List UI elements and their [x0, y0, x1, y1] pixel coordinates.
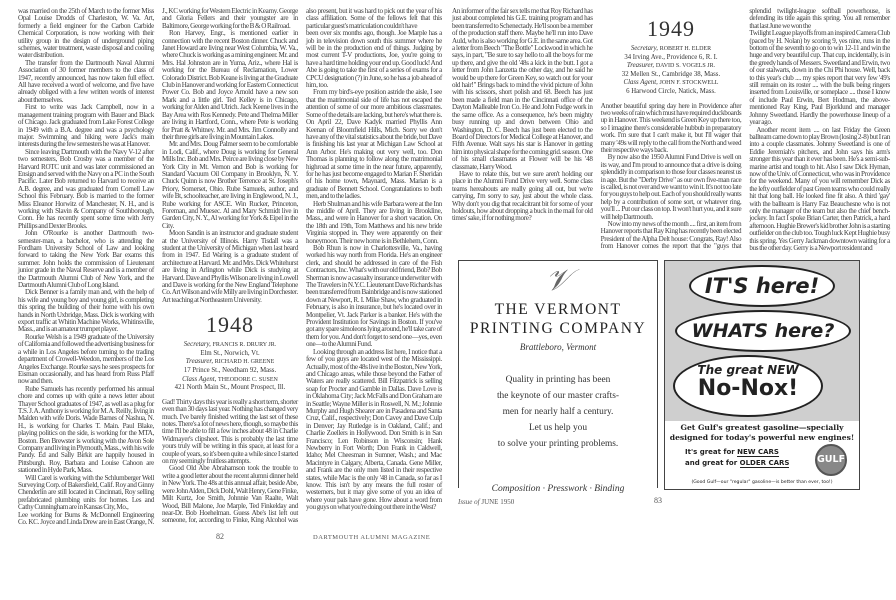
cars-prefix: It's great for: [685, 448, 735, 457]
agent-title: Class Agent,: [623, 79, 658, 87]
paragraph: Now into my news of the month .... first, an item from Hanover reports that Ray King has recently been elected President of the Alpha Delt house: Congrats, Ray! Also from Hanover comes the report that the "guys that splendid twilight-league softball powerhouse, is defending its title again this spring. You all remember that last June we won the: [600, 7, 890, 251]
right-footer: [452, 496, 890, 510]
secretary-name: FRANCIS R. DRURY JR.: [212, 342, 277, 349]
ad-copy-line: Quality in printing has been: [505, 375, 611, 386]
ad-copy-line: men for nearly half a century.: [502, 407, 614, 418]
paragraph: By now also the 1950 Alumni Fund Drive is well on its way, and I'm proud to announce that a drive is doing splendidly in comparison to those four classes nearest us in age. But the "Derby Drive" as our own five-man race is called, is not over and we want to win it. It's not too late for you guys to help out. Each of you should really wants help by a contribution of some sort, or whatever ring, you'll ... Put our class on top. It won't hurt you, and it sure will help Dartmouth.: [600, 153, 742, 221]
paragraph: From my bird's-eye position astride the aisle, I see that the matrimonial side of life has not escaped the attention of some of our more ambitious classmates. Some of the details are lacking, but here's what there is. On April 22, Dave Kadyk married Phyllis Ann Keenan of Bloomfield Hills, Mich. Sorry we don't have any of the vital statistics about the bride, but Dave is finishing his last year at Michigan Law School at Ann Arbor. He's making out very well, too. Don Thomas is planning to follow along the matrimonial highroad at some time in the near future, apparently, for he has just become engaged to Marian F. Sheridan of his home town, Maynard, Mass. Marian is a graduate of Bennett School. Congratulations to both men, and to the ladies.: [306, 88, 442, 201]
issue-prefix: Issue of: [458, 498, 480, 507]
treasurer-name: RICHARD H. GREENE: [214, 359, 275, 366]
new-cars: NEW CARS: [737, 448, 779, 457]
ad-copy-line: the keynote of our master crafts-: [496, 391, 620, 402]
headline-big: No-Nox!: [697, 376, 799, 402]
gulf-logo: GULF: [815, 444, 847, 476]
paragraph: Another recent item .... on last Friday the Green ballteam came down to play Brown (losing 2-8) but I ran into a couple classmates. Johnny Sweetland is one of Eddie Jeremiah's pitchers, and John says his arm's stronger this year than it ever has been. He's a semi-sub-marine artist and tough to hit. Also I saw Dick Hyman, now of the Univ. of Connecticut, who was in Providence for the weekend. Many of you will remember Dick as the lefty outfielder of past Green teams who could really hit that long ball. He looked fine fit also. A third 'gay' with the ballteam is Harry Faz Beauchesne who is not only the manager of the team but also the chief bench-jockey. In fact I spoke Brian Carter, then Patrick, a hard afternoon. Hughie Brewer's kid brother John is a starting outfielder on the club too. Tough luck Kept Hughie busy this spring. Yes Gerry Jackman downtown waiting for a bus the other day. Gerry is a Newport resident and: [749, 125, 890, 252]
treasurer-title: Treasurer,: [185, 358, 214, 366]
paragraph: Rube Samuels has recently performed his annual chore and comes up with quite a news letter about Thayer School graduates of 1947, as well as a plug for T.S. J. A. Anthony is working for M. A. Reilly, living in Malden with wife Doris. Wade Barnes of Nashua, N. H., is working for Charles T. Main. Paul Blake, playing politics on the side, is working for the MTA, Boston. Ben Brewster is working with the Avon Sole Company and living in Plymouth, Mass., with his wife Pandy. Ed and Sally Birkit are happily housed in Pittsburgh. Roy, Barbara and Louise Cahoon are stationed in Hyde Park, Mass.: [18, 384, 154, 475]
paragraph: Gad! Thirty days this year is really a short term, shorter even than 30 days last year. Nothing has changed very much. I've barely finished writing the last set of these notes. There's a lot of news here, though, so maybe this time I'll be able to fill a few inches about 48 in Charlie Widmayer's clipsheet. This is probably the last time yours truly will be writing in this space, at least for a couple of years, so it's been quite a while since I started on my seemingly fruitless attempts.: [162, 397, 298, 466]
company-city: Brattleboro, Vermont: [519, 342, 597, 353]
ad-copy: [459, 372, 657, 452]
body-line: designed for today's powerful new engines!: [669, 433, 855, 443]
ad-copy-line: Let us help you: [528, 423, 588, 434]
right-page-text: [452, 8, 890, 252]
secretary-name: ROBERT H. ELDER: [659, 46, 712, 52]
speech-bubble: [673, 355, 823, 417]
paragraph: Looking through an address list here, I notice that a few of you guys are located west of the Mississippi. Actually, most of the 48s live in the Boston, New York, and Chicago areas, while those beyond the Father of Waters are really scattered. Bill Fitzpatrick is selling soap for Procter and Gamble in Dallas. Dave Love is in Oklahoma City; Jack McFalls and Don Graham are in Seattle; Wayne Miller is in Roswell, N. M.; Johnnie Murphy and Hugh Shearer are in Pasadena and Santa Cruz, Calif., respectively; Don Cavey and Dave Culp in Denver; Jay Rutledge is in Oakland, Calif.; and Charlie Zoellers in Hollywood. Don Smith is in San Francisco; Len Robinson in Wisconsin; Hank Newberry in Fort Worth; Don Frank in Caldwell, Idaho; Mel Cheesman in Sumner, Wash.; and Mac Macintyre in Calgary, Alberta, Canada. Gene Miller, and Frank are the only men listed in their respective states, while Mac is the only '48 in Canada, so far as I know. This isn't by any means the full roster of westerners, but it may give some of you an idea of where your pals have gone. How about a word from you guys on what you're doing out there in the West?: [306, 347, 442, 512]
paragraph: Dick Benner is a family man and, with the help of his wife and young boy and young girl, is completing this spring the building of their home with his own hands in North Uxbridge, Mass. Dick is working with export traffic at Whitin Machine Works, Whitinsville, Mass., and is an amateur trumpet player.: [18, 288, 154, 334]
company-name: THE VERMONT PRINTING COMPANY: [469, 301, 647, 338]
paragraph: Another beautiful spring day here in Providence after two weeks of rain which must have required duckboards up in Hanover. This weekend is Green Key up there too, so I imagine there's considerable hubbub in preparatory work. I'm sure that I can't make it, but I'll wager that many '49s will reply to the call from the North and weed their respective ways back.: [600, 101, 742, 154]
paragraph: Will Carel is working with the Schlumberger Well Surveying Corp. of Bakersfield, Calif. Roy and Ginny Chenderlin are still located in Cincinnati, Roy selling prefabricated plumbing units for homes. Les and Cathy Cunningham are in Kansas City, Mo.,: [18, 473, 154, 512]
ad-copy-line: to solve your printing problems.: [497, 439, 619, 450]
headline-small: The great NEW: [697, 363, 799, 378]
paragraph: Twilight League playoffs from an inspired Camera Club (paced by H. Nolan) by scoring 9, yes nine, runs in the bottom of the seventh to go on to win 12-11 and win the huge and very beautiful cup. That cup, incidentally, is in the greedy hands of Messers. Sweetland and Erwin, two of our stalwarts, down in the Chi Phi house. Well, back to this year's club .... my spies report that very few '49's still remain on its roster .... with the bulk being ringers inserted from Louisville, or someplace .... those I know of include Paul Erwin, Bert Hodman, the above-mentioned Ray King, Paul Bjorklund and manager Johnny Sweetland. Hardly the powerhouse lineup of a year ago.: [749, 29, 890, 127]
agent-title: Class Agent,: [182, 375, 217, 383]
paragraph: Bob Rhun is now in Charlottesville, Va., having worked his way north from Florida. He's an engineer clerk, and should be addressed in care of the Fish Contractors, Inc. What's with our old friend, Bob? Bob Sherman is now a casualty insurance underwriter with The Travelers in N.Y.C. Lieutenant Dave Richards has been transferred from Bainbridge and is now stationed down at Newport, R. I. Mike Shaw, who graduated in February, is also in insurance, but he's located over in Montpelier, Vt. Jack Parker is a banker. He's with the Provident Institution for Savings in Boston. If you've got any spare simoleons lying around, he'll take care of them for you. And don't forget to send one—yes, even one—to the Alumni Fund.: [306, 244, 442, 349]
paragraph: Ron Harvey, Engr., is mentioned earlier in connection with the recent Boston dinner. Chuck and Janet Howard are living near West Columbia, W. Va., where Chuck is working as a mining engineer. Mr. and Mrs. Hal Johnston are in Yuma, Ariz., where Hal is working for the Bureau of Reclamation, Lower Colorado District. Bob Keane is living at the Graduate Club in Hanover and working for Eastern Connecticut Power Co. Bob and Joyce Arnold have a new son Mark and a little girl. Ted Kelley is in Chicago, working for Alden and Ulrich. Jack Keene lives in the Bay Area with Ros Kennedy. Pete and Thelma Miller are living in Hartford, Conn., where Pete is working for Pratt & Whitney. Mr. and Mrs. Jim Connolly and their three girls are living in Mountain Lakes.: [162, 29, 298, 141]
ad-footer: [457, 484, 659, 494]
paragraph: Lee working for Burns & McDonnell Engineering Co. KC. Joyce and Linda Drew are in East Orange, N. J., KC working for Western Electric in Kearny. George and Gloria Fellers and their youngster are in Baltimore, George working for the B & O Railroad.: [18, 7, 298, 527]
ad-note: (Good Gulf—our "regular" gasoline—is better than ever, too!): [691, 480, 833, 486]
class-1949-header: [601, 8, 742, 103]
page-number-left: 82: [216, 532, 224, 542]
column-4: [452, 8, 593, 223]
secretary-title: Secretary,: [183, 341, 211, 349]
ads-row: [458, 260, 890, 495]
left-page-text: [18, 8, 442, 526]
paragraph: Rourke Welsh is a 1949 graduate of the University of California and followed the advertising business for a while in Los Angeles before turning to the trading department of Crowell-Weedon, members of the Los Angeles Exchange. Rourke says he sees prospects for Eisman occasionally, and has heard from Russ Pfaff now and then.: [18, 332, 154, 386]
treasurer-name: DAVID S. VOGELS JR.: [655, 63, 716, 70]
page-number-right: 83: [654, 496, 662, 506]
agent-address: 6 Harwood Circle, Natick, Mass.: [626, 87, 716, 95]
vermont-printing-ad: [458, 260, 658, 495]
column-1: [18, 8, 154, 512]
paragraph: The transfer from the Dartmouth Naval Alumni Association of 30 former members to the class of 1947, recently announced, has now taken full effect. All have received a word of welcome, and five have already obliged with a few written words of interest about themselves.: [18, 58, 154, 104]
paragraph: Good Old Abe Abrahamson took the trouble to write a good letter about the recent alumni dinner held in New York. The 48s at this annual affair, beside Abe, were John Alden, Dick Dohl, Walt Henry, Gene Finke, Milt Kurtz, Joe Smith, Johnnie Van Raalte, Walt Wood, Bill Malone, Joe Marple, Ted Finkelday and near-Dr. Bob Hoehelman. Guess Abe's list left out someone, for, according to Finke, King Alcohol was also present, but it was hard to pick out the year of his class affiliation. Some of the fellows felt that this particular guest's matriculation couldn't have: [162, 7, 442, 525]
agent-name: JOHN F. STOCKWELL: [659, 80, 719, 87]
running-head: DARTMOUTH ALUMNI MAGAZINE: [313, 534, 431, 542]
class-year: 1948: [206, 312, 254, 338]
paragraph: Since leaving Dartmouth with the Navy V-12 after two semesters, Bob Crosby was a member of the Harvard ROTC unit and was later commissioned an Ensign and served with the Navy on a PC in the South Pacific. Later Bob returned to Harvard to receive an A.B. degree, and was graduated from Cornell Law School this February. Bob is married to the former Miss Eleanor Horwitz of Manchester, N. H., and is working with Slavin & Company of Southborough, Conn. He has recently spent some time with Jerry Phillips and Dexter Brooks.: [18, 147, 154, 230]
body-line: Get Gulf's greatest gasoline—specially: [680, 423, 844, 433]
paragraph: Have to relate this, but we sure aren't holding our place in the Alumni Fund Drive very well. Some class teams hereabouts are really going all out, but we're carrying, I'm sorry to say, just about the whole class. Why don't you dig that recalcitrant bit for some of your holdouts, how about dropping a buck in the mail for old times' sake, if for nothing more?: [452, 169, 593, 223]
agent-address: 421 North Main St., Mount Prospect, Ill.: [174, 384, 286, 392]
secretary-title: Secretary,: [630, 45, 658, 52]
paragraph: been over six months ago, though. Joe Marple has a job in television down south this summer where he will be in the production end of things. Judging by most current T-V productions, Joe, you're going to have a hard time holding your end up. Good luck! And Abe is going to take the first of a series of exams for a CPCU designation (?) in June, so he has a job ahead of him, too.: [306, 29, 442, 90]
vp-logo: 𝒱: [545, 263, 571, 299]
treasurer-address: 17 Prince St., Needham 92, Mass.: [183, 367, 277, 375]
treasurer-title: Treasurer,: [626, 62, 655, 70]
paragraph: Moon Sandin is an instructor and graduate student at the University of Illinois. Harry Tisdall was a student at the University of Michigan when last heard from in 1947. Ed Waring is a graduate student of architecture at Harvard. Mr. and Mrs. Dick Whitehurst are living in Arlington while Dick is studying at Harvard. Dave and Phyllis Wilson are living in Lowell and Dave is working for the New England Telephone Co. Art Wilson and wife Milly are living in Dorchester. Art teaching at Northeastern University.: [162, 229, 299, 304]
column-3: [306, 30, 442, 511]
older-cars: OLDER CARS: [739, 459, 790, 468]
issue-date: [458, 498, 514, 506]
secretary-address: Elm St., Norwich, Vt.: [200, 349, 260, 357]
class-year: 1949: [646, 16, 695, 41]
paragraph: First to write was Jack Campbell, now in a management training program with Bauer and Black of Chicago. Jack graduated from Lake Forest College in 1949 with a B.A. degree and was a psychology major. Swimming and hiking were Jack's main interests during the few semesters he was at Hanover.: [18, 103, 154, 149]
class-1948-header: [162, 304, 298, 399]
agent-name: THEODORE C. SUSEN: [218, 376, 278, 383]
paragraph: John O'Rourke is another Dartmouth two-semester-man, a bachelor, who is attending the Fordham University School of Law and looking forward to taking the New York Bar exams this summer. John holds the commission of Lieutenant junior grade in the Naval Reserve and is a member of the Dartmouth Alumni Club of New York, and the Dartmouth Alumni Club of Long Island.: [18, 229, 154, 290]
paragraph: was married on the 25th of March to the former Miss Opal Louise Drodds of Charleston, W. Va. Art, formerly a field engineer for the Carbon Carbide Chemical Corporation, is now working with their utility group in the design of underground piping schemes, water treatment, waste disposal and cooling water distribution.: [18, 7, 154, 60]
speech-bubble: IT'S here!: [689, 265, 835, 307]
column-6: [749, 30, 890, 252]
left-page: [0, 0, 448, 546]
issue-date-text: JUNE 1950: [481, 498, 515, 507]
left-footer: [18, 532, 442, 546]
speech-bubble: WHATS here?: [675, 310, 851, 352]
gulf-no-nox-ad: [664, 260, 860, 490]
cars-prefix: and great for: [685, 459, 738, 468]
paragraph: Herb Shulman and his wife Barbara were at the Inn the middle of April. They are living in Brookline, Mass., and were in Hanover for a short vacation. On the 18th and 19th, Tom Matthews and his new bride Virginia stopped in. They were apparently on their honeymoon. Their new home is in Bethlehem, Conn.: [306, 199, 442, 245]
paragraph: Mr. and Mrs. Doug Palmer seem to be comfortable in Lodi, Calif., where Doug is working for General Mills Inc. Bob and Mrs. Peirce are living close by New York City in Mt. Vernon and Bob is working for Standard Vacuum Oil Company in Brooklyn, N. Y. Chuck Quinn is now Brother Terrence at St. Joseph's Priory, Somerset, Ohio. Rube Samuels, author, and wife Bt, schoolteacher, are living in Englewood, N. J., Rube working for ASCE. Win Rucker, Princeton, Foreman, and Muesec. Al and Mary Schmidt live in Garden City, N. Y., Al working for York & Eipel in the City.: [162, 140, 298, 230]
ad-footer-text: Composition · Presswork · Binding: [486, 484, 631, 494]
secretary-address: 34 Irving Ave., Providence 6, R. I.: [624, 53, 718, 61]
treasurer-address: 32 Mellen St., Cambridge 38, Mass.: [621, 70, 721, 78]
paragraph: An informer of the fair sex tells me that Roy Richard has just about completed his G.E. training program and has been transferred to Schenectady. He'll soon be a member of the production staff there. Maybe he'll run into Dave Auld, who is also working for G.E. in the same area. Got a letter from Beech "The Bottle" Lockwood in which he says, in part, "Be sure to say hello to all the boys for me up there, and give the old '48s a kick in the butt. I got a letter from John Lanzetta the other day, and he said he would be up there for Green Key, so watch out for your old hair!" Brings back to mind the vivid picture of John with his scissors, short polish and 68. Beech has just been made a field man in the Cincinnati office of the Dayton Malleable Iron Co. He and John Fudge work in the same office. As a consequence, he's been mighty busy running up and down between Ohio and Washington, D. C. Beech has just been elected to the Board of Directors for Medical College at Hanover, and Fifth Avenue. Walt says his star is Hanover in getting him into physical shape for the coming grid. season. One of his small classmates at Flower will be his '48 classmate, Harry Wood.: [452, 7, 593, 171]
right-page: [448, 0, 896, 510]
